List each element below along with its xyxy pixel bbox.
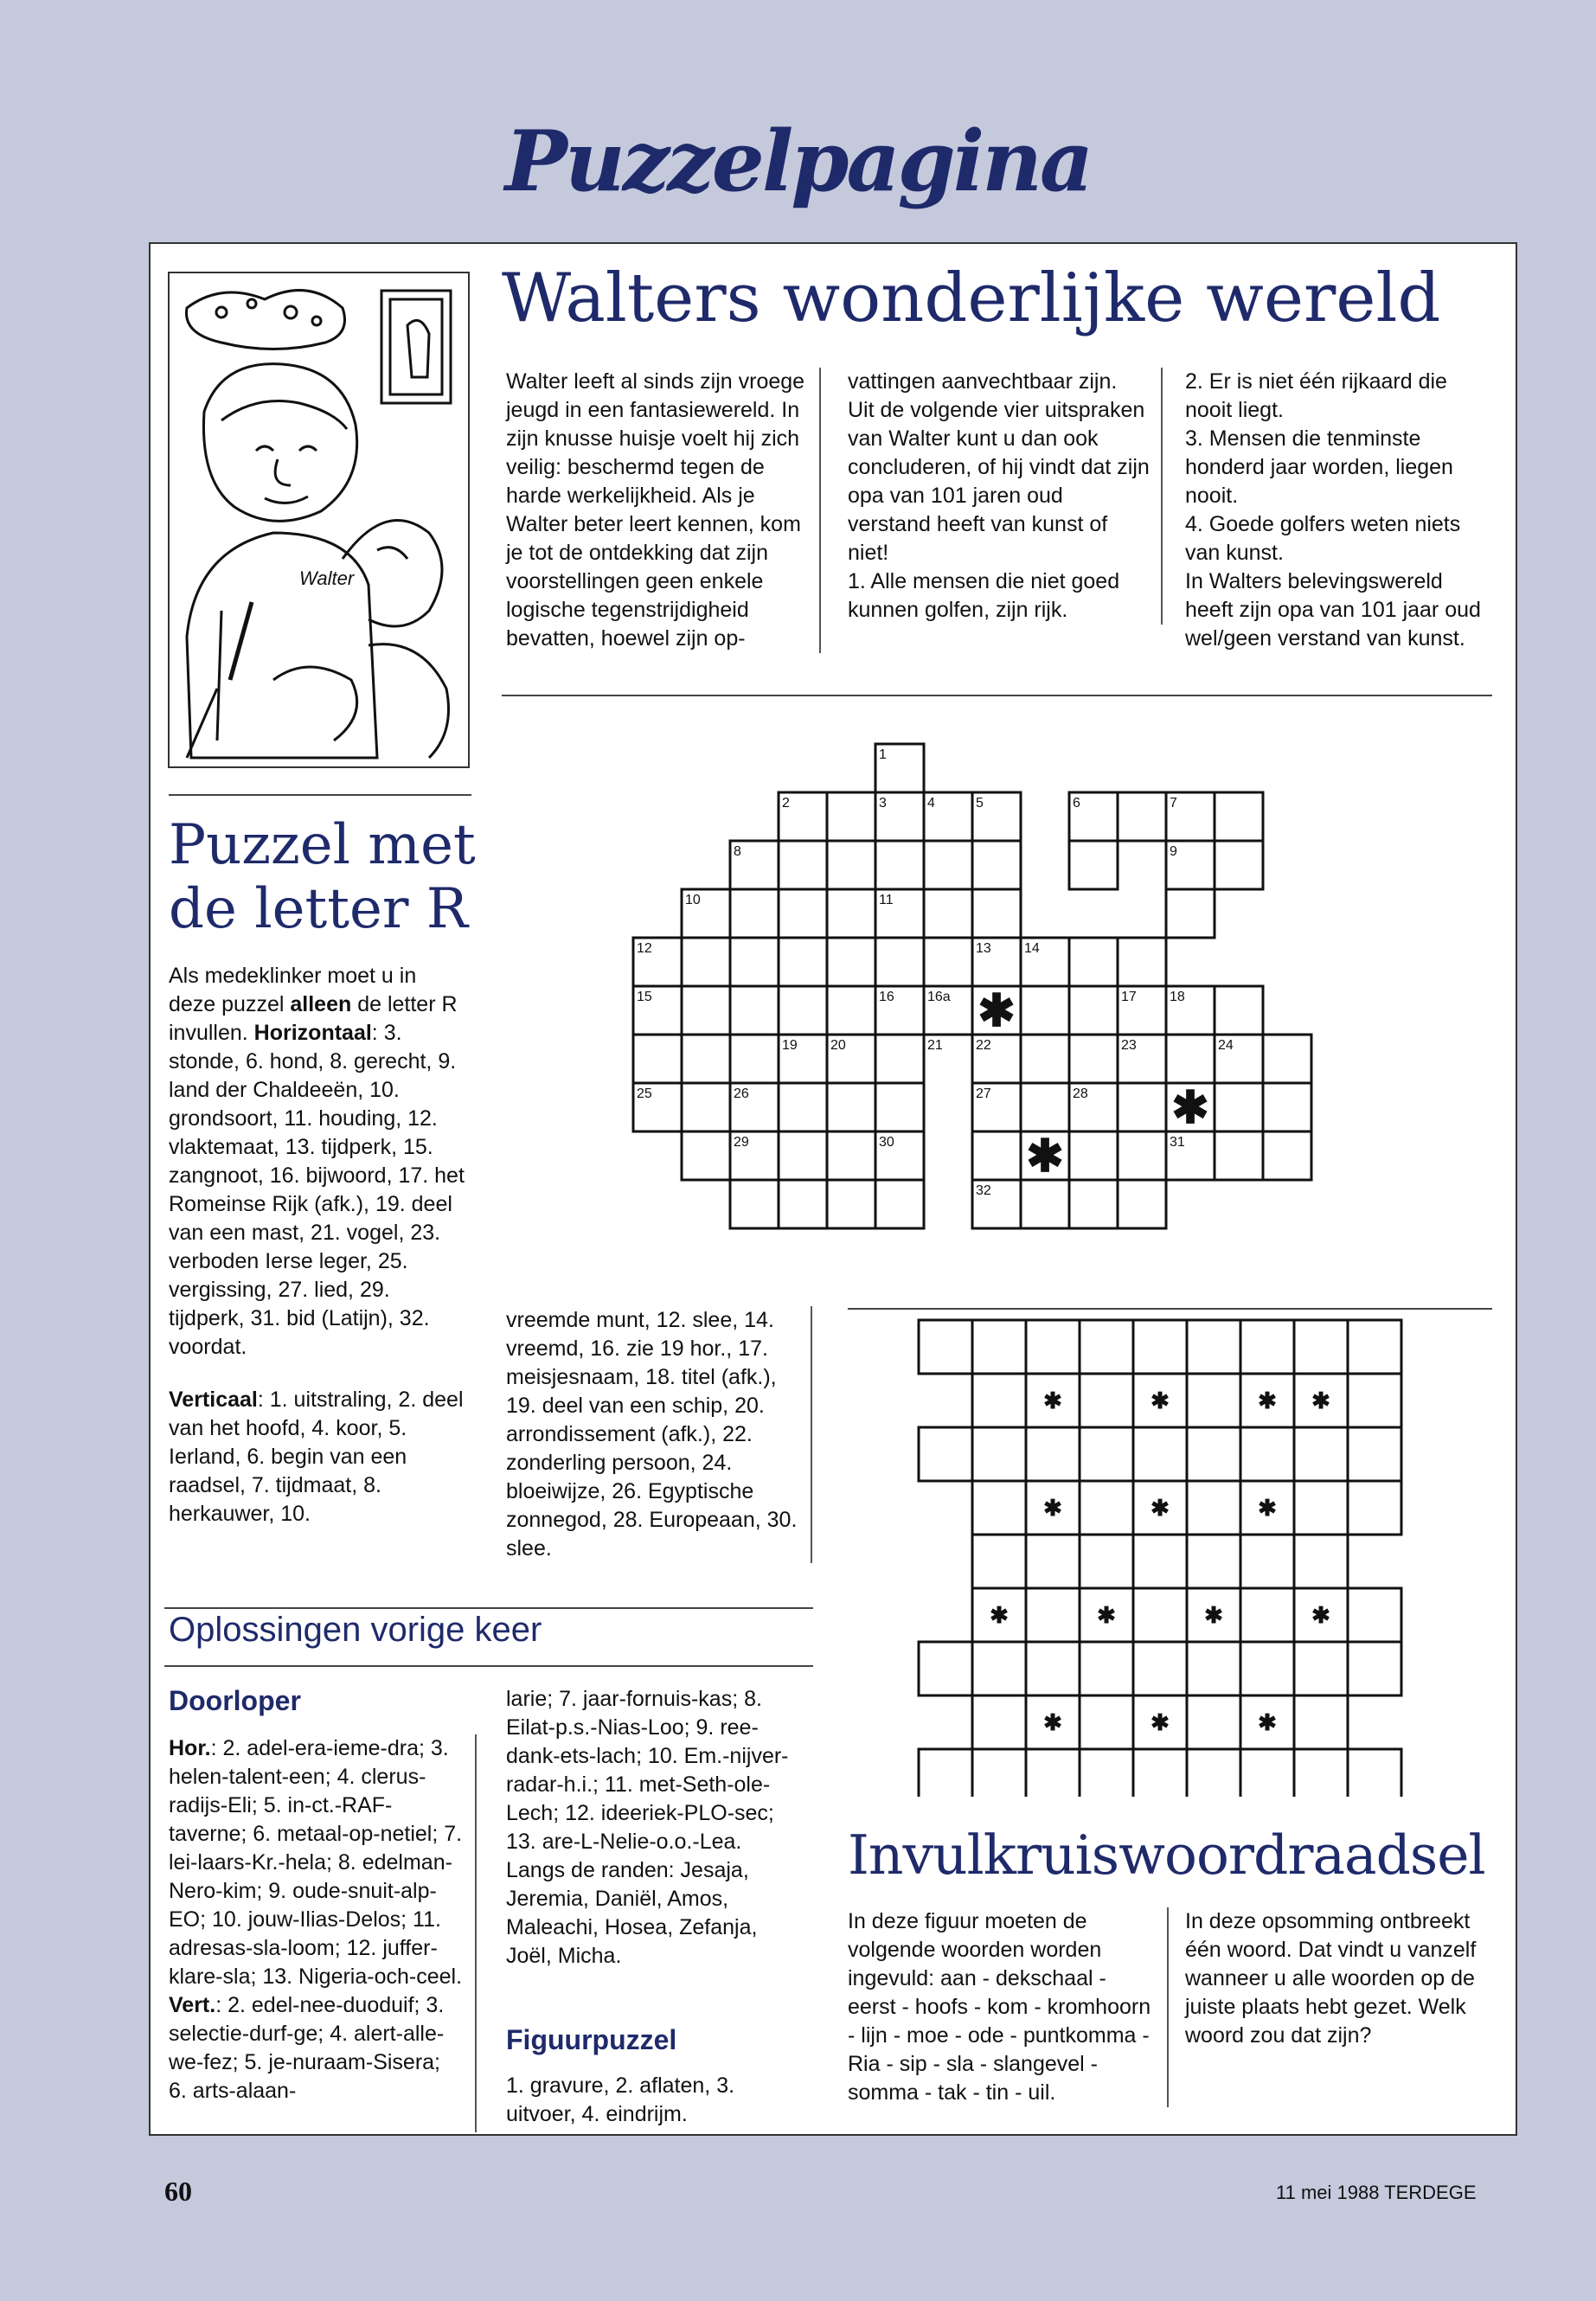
divider — [164, 1607, 813, 1609]
grid-cell[interactable] — [1294, 1749, 1348, 1797]
puzzel-r-vert-label: Verticaal — [169, 1388, 258, 1412]
puzzel-r-title — [169, 813, 497, 941]
grid-cell[interactable] — [1080, 1320, 1133, 1374]
black-square-marker: ✱ — [1043, 1709, 1062, 1735]
grid-cell[interactable] — [919, 1427, 972, 1481]
grid-cell[interactable] — [1215, 841, 1263, 889]
grid-cell[interactable] — [827, 841, 875, 889]
grid-cell[interactable] — [1021, 1180, 1069, 1228]
grid-cell[interactable] — [1215, 1083, 1263, 1131]
walters-text-3b: 3. Mensen die tenminste honderd jaar worden, liegen nooit. — [1185, 426, 1453, 508]
grid-cell[interactable] — [1294, 1427, 1348, 1481]
grid-cell[interactable] — [1080, 1749, 1133, 1797]
grid-cell[interactable] — [1069, 1180, 1118, 1228]
grid-cell[interactable] — [1118, 938, 1166, 986]
page-title: Puzzelpagina — [504, 112, 1092, 210]
clue-number: 2 — [782, 796, 790, 811]
page-number: 60 — [164, 2176, 192, 2207]
grid-cell[interactable] — [779, 1131, 827, 1180]
grid-cell[interactable] — [1348, 1749, 1401, 1797]
cartoon-illustration — [168, 272, 470, 768]
black-square-marker: ✱ — [1258, 1709, 1277, 1735]
grid-cell[interactable] — [1187, 1642, 1240, 1695]
black-square-marker: ✱ — [1151, 1709, 1170, 1735]
doorloper-randen-text: Langs de randen: Jesaja, Jeremia, Daniël, Amos, Maleachi, Hosea, Zefanja, Joël, Micha. — [506, 1858, 758, 1968]
grid-cell[interactable] — [1133, 1427, 1187, 1481]
grid-cell[interactable] — [924, 938, 972, 986]
grid-cell[interactable] — [827, 889, 875, 938]
clue-number: 15 — [637, 990, 652, 1004]
grid-cell[interactable] — [972, 1320, 1026, 1374]
clue-number: 22 — [976, 1038, 991, 1053]
letter-r-puzzle-grid — [631, 742, 1315, 1240]
puzzel-r-title-line2: de letter R — [169, 877, 468, 941]
clue-number: 12 — [637, 941, 652, 956]
clue-number: 9 — [1170, 844, 1177, 859]
grid-cell[interactable] — [633, 1035, 682, 1083]
grid-cell[interactable] — [875, 1035, 924, 1083]
grid-cell[interactable] — [779, 1180, 827, 1228]
grid-cell[interactable] — [1080, 1374, 1133, 1427]
black-square-marker: ✱ — [1097, 1602, 1116, 1628]
grid-cell[interactable] — [1069, 841, 1118, 889]
grid-cell[interactable] — [682, 938, 730, 986]
grid-cell[interactable] — [972, 889, 1021, 938]
clue-number: 10 — [685, 893, 701, 907]
grid-cell[interactable] — [827, 986, 875, 1035]
grid-cell[interactable] — [1021, 1083, 1069, 1131]
walters-text-1: Walter leeft al sinds zijn vroege jeugd in een fantasiewereld. In zijn knusse huisje voelt hij zich veilig: beschermd tegen de harde werkelijkheid. Als je Walter beter leert kennen, kom je tot de ontdekking dat zijn voorstellingen geen enkele logische tegenstrijdigheid bevatten, hoewel zijn op- — [506, 369, 805, 651]
grid-cell[interactable] — [1240, 1427, 1294, 1481]
puzzel-r-title-line1: Puzzel met — [169, 813, 476, 877]
clue-number: 16a — [927, 990, 951, 1004]
black-square-marker: ✱ — [1258, 1495, 1277, 1521]
grid-cell[interactable] — [875, 841, 924, 889]
grid-cell[interactable] — [1263, 1035, 1311, 1083]
black-square-marker: ✱ — [1311, 1602, 1330, 1628]
grid-cell[interactable] — [1166, 1035, 1215, 1083]
grid-cell[interactable] — [972, 1695, 1026, 1749]
black-square-marker: ✱ — [1311, 1388, 1330, 1413]
figuurpuzzel-title: Figuurpuzzel — [506, 2024, 677, 2055]
grid-cell[interactable] — [1080, 1642, 1133, 1695]
grid-cell[interactable] — [1348, 1588, 1401, 1642]
grid-cell[interactable] — [1118, 1180, 1166, 1228]
divider — [848, 1308, 1492, 1310]
clue-number: 26 — [734, 1086, 749, 1101]
walters-text-2c: 1. Alle mensen die niet goed kunnen golfen, zijn rijk. — [848, 569, 1120, 622]
grid-cell[interactable] — [1187, 1695, 1240, 1749]
grid-cell[interactable] — [1294, 1642, 1348, 1695]
clue-number: 11 — [879, 893, 894, 907]
grid-cell[interactable] — [1187, 1427, 1240, 1481]
illustration-signature: Walter — [299, 567, 355, 589]
grid-cell[interactable] — [730, 889, 779, 938]
grid-cell[interactable] — [972, 1427, 1026, 1481]
oplossingen-title: Oplossingen vorige keer — [169, 1611, 542, 1649]
clue-number: 17 — [1121, 990, 1137, 1004]
black-square-marker: ✱ — [1151, 1495, 1170, 1521]
doorloper-vert-text: : 2. edel-nee-duoduif; 3. selectie-durf-ge; 4. alert-alle-we-fez; 5. je-nuraam-Sisera; 6. arts-alaan- — [169, 1993, 445, 2103]
puzzel-r-clues — [169, 962, 467, 1529]
grid-cell[interactable] — [972, 1481, 1026, 1535]
grid-cell[interactable] — [1294, 1695, 1348, 1749]
grid-cell[interactable] — [1021, 986, 1069, 1035]
grid-cell[interactable] — [827, 1180, 875, 1228]
star-marker: ✱ — [1171, 1083, 1209, 1133]
doorloper-hor-label: Hor. — [169, 1736, 211, 1760]
clue-number: 21 — [927, 1038, 943, 1053]
grid-cell[interactable] — [1215, 986, 1263, 1035]
grid-cell[interactable] — [1240, 1588, 1294, 1642]
puzzel-r-intro-b: de letter R invullen. — [169, 992, 458, 1045]
walters-text-2b: Uit de volgende vier uitspraken van Walter kunt u dan ook concluderen, of hij vindt dat zijn opa van 101 jaren oud verstand heeft van kunst of niet! — [848, 398, 1150, 565]
clue-number: 23 — [1121, 1038, 1137, 1053]
invul-text-1: In deze figuur moeten de volgende woorden worden ingevuld: aan - dekschaal - eerst - hoofs - kom - kromhoorn - lijn - moe - ode - puntkomma - Ria - sip - sla - slangevel - somma - tak - tin - uil. — [848, 1909, 1151, 2105]
grid-cell[interactable] — [972, 1749, 1026, 1797]
grid-cell[interactable] — [919, 1749, 972, 1797]
grid-cell[interactable] — [1348, 1374, 1401, 1427]
clue-number: 8 — [734, 844, 741, 859]
grid-cell[interactable] — [1069, 938, 1118, 986]
grid-cell[interactable] — [1240, 1642, 1294, 1695]
puzzel-r-vert-text: : 1. uitstraling, 2. deel van het hoofd, 4. koor, 5. Ierland, 6. begin van een raadsel, 7. tijdmaat, 8. herkauwer, 10. — [169, 1388, 464, 1526]
grid-cell[interactable] — [827, 938, 875, 986]
clue-number: 18 — [1170, 990, 1185, 1004]
grid-cell[interactable] — [730, 1180, 779, 1228]
invul-column-1 — [848, 1907, 1169, 2107]
grid-cell[interactable] — [730, 1035, 779, 1083]
star-marker: ✱ — [1026, 1131, 1064, 1182]
grid-cell[interactable] — [730, 986, 779, 1035]
walters-text-3d: In Walters belevingswereld heeft zijn opa van 101 jaar oud wel/geen verstand van kunst. — [1185, 569, 1481, 651]
clue-number: 4 — [927, 796, 935, 811]
grid-cell[interactable] — [1133, 1642, 1187, 1695]
grid-cell[interactable] — [779, 841, 827, 889]
clue-number: 16 — [879, 990, 894, 1004]
grid-cell[interactable] — [1118, 1083, 1166, 1131]
grid-cell[interactable] — [1021, 1035, 1069, 1083]
doorloper-col2-text: larie; 7. jaar-fornuis-kas; 8. Eilat-p.s.-Nias-Loo; 9. reedank-ets-lach; 10. Em.-nijver-radar-h.i.; 11. met-Seth-ole-Lech; 12. ideeriek-PLO-sec; 13. are-L-Nelie-o.o.-Lea. — [506, 1687, 789, 1854]
black-square-marker: ✱ — [1204, 1602, 1223, 1628]
grid-cell[interactable] — [1240, 1749, 1294, 1797]
clue-number: 20 — [830, 1038, 846, 1053]
walters-column-1 — [506, 368, 821, 653]
grid-cell[interactable] — [1080, 1535, 1133, 1588]
issue-date: 11 mei 1988 TERDEGE — [1276, 2182, 1477, 2203]
grid-cell[interactable] — [1263, 1131, 1311, 1180]
grid-cell[interactable] — [1240, 1320, 1294, 1374]
grid-cell[interactable] — [779, 889, 827, 938]
grid-cell[interactable] — [1069, 986, 1118, 1035]
grid-cell[interactable] — [1069, 1131, 1118, 1180]
grid-cell[interactable] — [1348, 1481, 1401, 1535]
grid-cell[interactable] — [1187, 1320, 1240, 1374]
walters-column-2 — [848, 368, 1163, 625]
clue-number: 6 — [1073, 796, 1080, 811]
black-square-marker: ✱ — [1258, 1388, 1277, 1413]
puzzel-r-hor-label: Horizontaal — [253, 1021, 372, 1045]
doorloper-solution — [169, 1734, 477, 2132]
clue-number: 25 — [637, 1086, 652, 1101]
grid-cell[interactable] — [1294, 1320, 1348, 1374]
clue-number: 24 — [1218, 1038, 1234, 1053]
clue-number: 7 — [1170, 796, 1177, 811]
doorloper-solution-cont — [506, 1685, 800, 1971]
figuurpuzzel-solution — [506, 2072, 800, 2129]
invul-column-2 — [1185, 1907, 1484, 2050]
grid-cell[interactable] — [1026, 1427, 1080, 1481]
grid-cell[interactable] — [1215, 792, 1263, 841]
grid-cell[interactable] — [682, 1035, 730, 1083]
grid-cell[interactable] — [1294, 1481, 1348, 1535]
figuurpuzzel-text: 1. gravure, 2. aflaten, 3. uitvoer, 4. eindrijm. — [506, 2073, 735, 2126]
grid-cell[interactable] — [779, 1083, 827, 1131]
clue-number: 30 — [879, 1135, 894, 1150]
grid-cell[interactable] — [1080, 1481, 1133, 1535]
grid-cell[interactable] — [875, 1180, 924, 1228]
grid-cell[interactable] — [972, 1374, 1026, 1427]
puzzel-r-vert-cont: vreemde munt, 12. slee, 14. vreemd, 16. zie 19 hor., 17. meisjesnaam, 18. titel (afk.), 19. deel van een schip, 20. arrondissement (afk.), 22. zonderling persoon, 24. bloeiwijze, 26. Egyptische zonnegod, 28. Europeaan, 30. slee. — [506, 1308, 798, 1561]
invul-text-2: In deze opsomming ontbreekt één woord. Dat vindt u vanzelf wanneer u alle woorden op de juiste plaats hebt gezet. Welk woord zou dat zijn? — [1185, 1909, 1477, 2048]
divider — [164, 1665, 813, 1667]
grid-cell[interactable] — [1187, 1481, 1240, 1535]
grid-cell[interactable] — [1348, 1642, 1401, 1695]
grid-cell[interactable] — [827, 1131, 875, 1180]
puzzel-r-intro-bold: alleen — [290, 992, 352, 1016]
grid-cell[interactable] — [924, 889, 972, 938]
grid-cell[interactable] — [1215, 1131, 1263, 1180]
walters-text-3a: 2. Er is niet één rijkaard die nooit liegt. — [1185, 369, 1447, 422]
grid-cell[interactable] — [730, 938, 779, 986]
walters-column-3 — [1185, 368, 1488, 653]
grid-cell[interactable] — [1026, 1320, 1080, 1374]
invul-title: Invulkruiswoordraadsel — [848, 1823, 1485, 1887]
clue-number: 14 — [1024, 941, 1040, 956]
star-marker: ✱ — [977, 986, 1016, 1036]
clue-number: 28 — [1073, 1086, 1088, 1101]
clue-number: 19 — [782, 1038, 798, 1053]
grid-cell[interactable] — [1187, 1535, 1240, 1588]
grid-cell[interactable] — [779, 938, 827, 986]
grid-cell[interactable] — [682, 1083, 730, 1131]
black-square-marker: ✱ — [1043, 1388, 1062, 1413]
grid-cell[interactable] — [1026, 1642, 1080, 1695]
grid-cell[interactable] — [827, 1083, 875, 1131]
grid-cell[interactable] — [972, 1535, 1026, 1588]
puzzel-r-hor-text: : 3. stonde, 6. hond, 8. gerecht, 9. land der Chaldeeën, 10. grondsoort, 11. houding, 12. vlaktemaat, 13. tijdperk, 15. zangnoot, 16. bijwoord, 17. het Romeinse Rijk (afk.), 19. deel van een mast, 21. vogel, 23. verboden Ierse leger, 25. vergissing, 27. lied, 29. tijdperk, 31. bid (Latijn), 32. voordat. — [169, 1021, 465, 1359]
grid-cell[interactable] — [1118, 1131, 1166, 1180]
grid-cell[interactable] — [1026, 1749, 1080, 1797]
grid-cell[interactable] — [972, 1642, 1026, 1695]
grid-cell[interactable] — [1133, 1588, 1187, 1642]
grid-cell[interactable] — [1026, 1588, 1080, 1642]
grid-cell[interactable] — [875, 1083, 924, 1131]
grid-cell[interactable] — [1080, 1427, 1133, 1481]
clue-number: 1 — [879, 747, 887, 762]
divider — [169, 794, 471, 796]
clue-number: 5 — [976, 796, 984, 811]
grid-cell[interactable] — [919, 1642, 972, 1695]
grid-cell[interactable] — [1187, 1374, 1240, 1427]
black-square-marker: ✱ — [1043, 1495, 1062, 1521]
invul-puzzle-grid — [915, 1317, 1417, 1797]
grid-cell[interactable] — [1187, 1749, 1240, 1797]
grid-cell[interactable] — [682, 1131, 730, 1180]
grid-cell[interactable] — [972, 841, 1021, 889]
grid-cell[interactable] — [1240, 1535, 1294, 1588]
doorloper-title: Doorloper — [169, 1685, 301, 1716]
black-square-marker: ✱ — [1151, 1388, 1170, 1413]
grid-cell[interactable] — [1080, 1695, 1133, 1749]
grid-cell[interactable] — [1166, 889, 1215, 938]
black-square-marker: ✱ — [990, 1602, 1009, 1628]
grid-cell[interactable] — [779, 986, 827, 1035]
puzzel-r-intro-a: Als medeklinker moet u in deze puzzel — [169, 964, 417, 1016]
grid-cell[interactable] — [924, 841, 972, 889]
clue-number: 32 — [976, 1183, 991, 1198]
clue-number: 27 — [976, 1086, 991, 1101]
doorloper-hor-text: : 2. adel-era-ieme-dra; 3. helen-talent-een; 4. clerus-radijs-Eli; 5. in-ct.-RAFtaverne; 6. metaal-op-netiel; 7. lei-laars-Kr.-hela; 8. edelman-Nero-kim; 9. oude-snuit-alp-EO; 10. jouw-Ilias-Delos; 11. adresas-sla-loom; 12. juffer-klare-sla; 13. Nigeria-och-ceel. — [169, 1736, 463, 1989]
grid-cell[interactable] — [1348, 1427, 1401, 1481]
grid-cell[interactable] — [972, 1131, 1021, 1180]
clue-number: 31 — [1170, 1135, 1185, 1150]
grid-cell[interactable] — [1263, 1083, 1311, 1131]
grid-cell[interactable] — [1348, 1320, 1401, 1374]
grid-cell[interactable] — [1118, 792, 1166, 841]
doorloper-vert-label: Vert. — [169, 1993, 216, 2017]
cartoon-illustration-svg — [170, 273, 468, 766]
grid-cell[interactable] — [1133, 1535, 1187, 1588]
walters-title: Walters wonderlijke wereld — [502, 260, 1441, 337]
grid-cell[interactable] — [1294, 1535, 1348, 1588]
grid-cell[interactable] — [875, 938, 924, 986]
divider — [502, 695, 1492, 696]
clue-number: 13 — [976, 941, 991, 956]
clue-number: 3 — [879, 796, 887, 811]
walters-text-3c: 4. Goede golfers weten niets van kunst. — [1185, 512, 1461, 565]
grid-cell[interactable] — [1069, 1035, 1118, 1083]
grid-cell[interactable] — [1026, 1535, 1080, 1588]
grid-cell[interactable] — [919, 1320, 972, 1374]
grid-cell[interactable] — [1133, 1749, 1187, 1797]
clue-number: 29 — [734, 1135, 749, 1150]
puzzel-r-clues-cont — [506, 1306, 812, 1563]
grid-cell[interactable] — [1133, 1320, 1187, 1374]
walters-text-2a: vattingen aanvechtbaar zijn. — [848, 369, 1118, 394]
grid-cell[interactable] — [827, 792, 875, 841]
